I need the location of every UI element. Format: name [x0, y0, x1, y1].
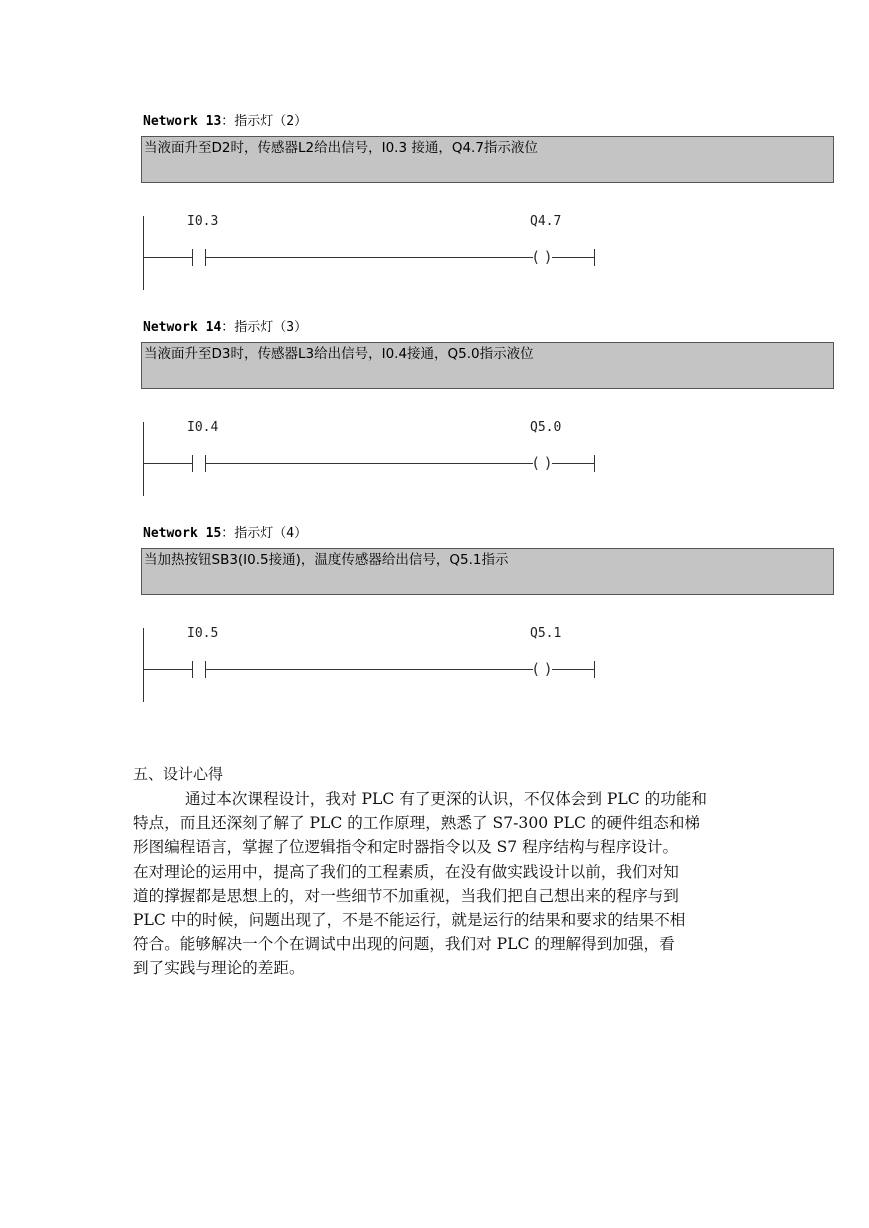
ladder-rung-drawing [0, 620, 869, 702]
svg-text:(: ( [533, 454, 539, 472]
coil-address: Q5.1 [530, 626, 562, 641]
network-label: Network 15 [143, 526, 222, 541]
svg-text:): ) [545, 248, 551, 266]
network-title-suffix: ：指示灯（4） [221, 526, 308, 541]
network-14-block [0, 316, 869, 516]
network-15-block [0, 522, 869, 722]
coil-address: Q5.0 [530, 420, 562, 435]
svg-text:): ) [545, 660, 551, 678]
network-title [143, 316, 307, 340]
ladder-rung [0, 620, 869, 702]
network-title [143, 110, 307, 134]
network-comment: 当液面升至D3时，传感器L3给出信号，I0.4接通，Q5.0指示液位 [144, 346, 534, 362]
network-comment: 当加热按钮SB3(I0.5接通)，温度传感器给出信号，Q5.1指示 [144, 552, 509, 568]
network-comment: 当液面升至D2时，传感器L2给出信号，I0.3 接通，Q4.7指示液位 [144, 140, 538, 156]
network-comment-box [141, 136, 834, 183]
ladder-rung-drawing [0, 208, 869, 290]
contact-address: I0.5 [187, 626, 219, 641]
paragraph-line: 符合。能够解决一个个在调试中出现的问题，我们对 PLC 的理解得到加强，看 [133, 935, 675, 954]
contact-address: I0.3 [187, 214, 219, 229]
paragraph-line: 在对理论的运用中，提高了我们的工程素质，在没有做实践设计以前，我们对知 [133, 862, 679, 881]
paragraph-line: 通过本次课程设计，我对 PLC 有了更深的认识，不仅体会到 PLC 的功能和 [185, 790, 708, 808]
ladder-rung [0, 208, 869, 290]
network-label: Network 13 [143, 114, 222, 129]
coil-address: Q4.7 [530, 214, 562, 229]
network-13-block [0, 110, 869, 310]
svg-text:): ) [545, 454, 551, 472]
paragraph-line: 特点，而且还深刻了解了 PLC 的工作原理，熟悉了 S7-300 PLC 的硬件组态和梯 [133, 814, 701, 833]
ladder-rung [0, 414, 869, 496]
svg-text:(: ( [533, 660, 539, 678]
paragraph-line: 道的撑握都是思想上的，对一些细节不加重视，当我们把自己想出来的程序与到 [133, 886, 679, 905]
section-heading: 五、设计心得 [133, 765, 224, 783]
paragraph-line: 形图编程语言，掌握了位逻辑指令和定时器指令以及 S7 程序结构与程序设计。 [133, 838, 679, 857]
network-title [143, 522, 307, 546]
network-title-suffix: ：指示灯（3） [221, 320, 308, 335]
ladder-rung-drawing [0, 414, 869, 496]
svg-text:(: ( [533, 248, 539, 266]
paragraph-line: 到了实践与理论的差距。 [133, 959, 305, 978]
network-comment-box [141, 342, 834, 389]
contact-address: I0.4 [187, 420, 219, 435]
section-paragraph [133, 787, 739, 981]
network-title-suffix: ：指示灯（2） [221, 114, 308, 129]
paragraph-line: PLC 中的时候，问题出现了，不是不能运行，就是运行的结果和要求的结果不相 [133, 911, 686, 930]
network-comment-box [141, 548, 834, 595]
network-label: Network 14 [143, 320, 222, 335]
